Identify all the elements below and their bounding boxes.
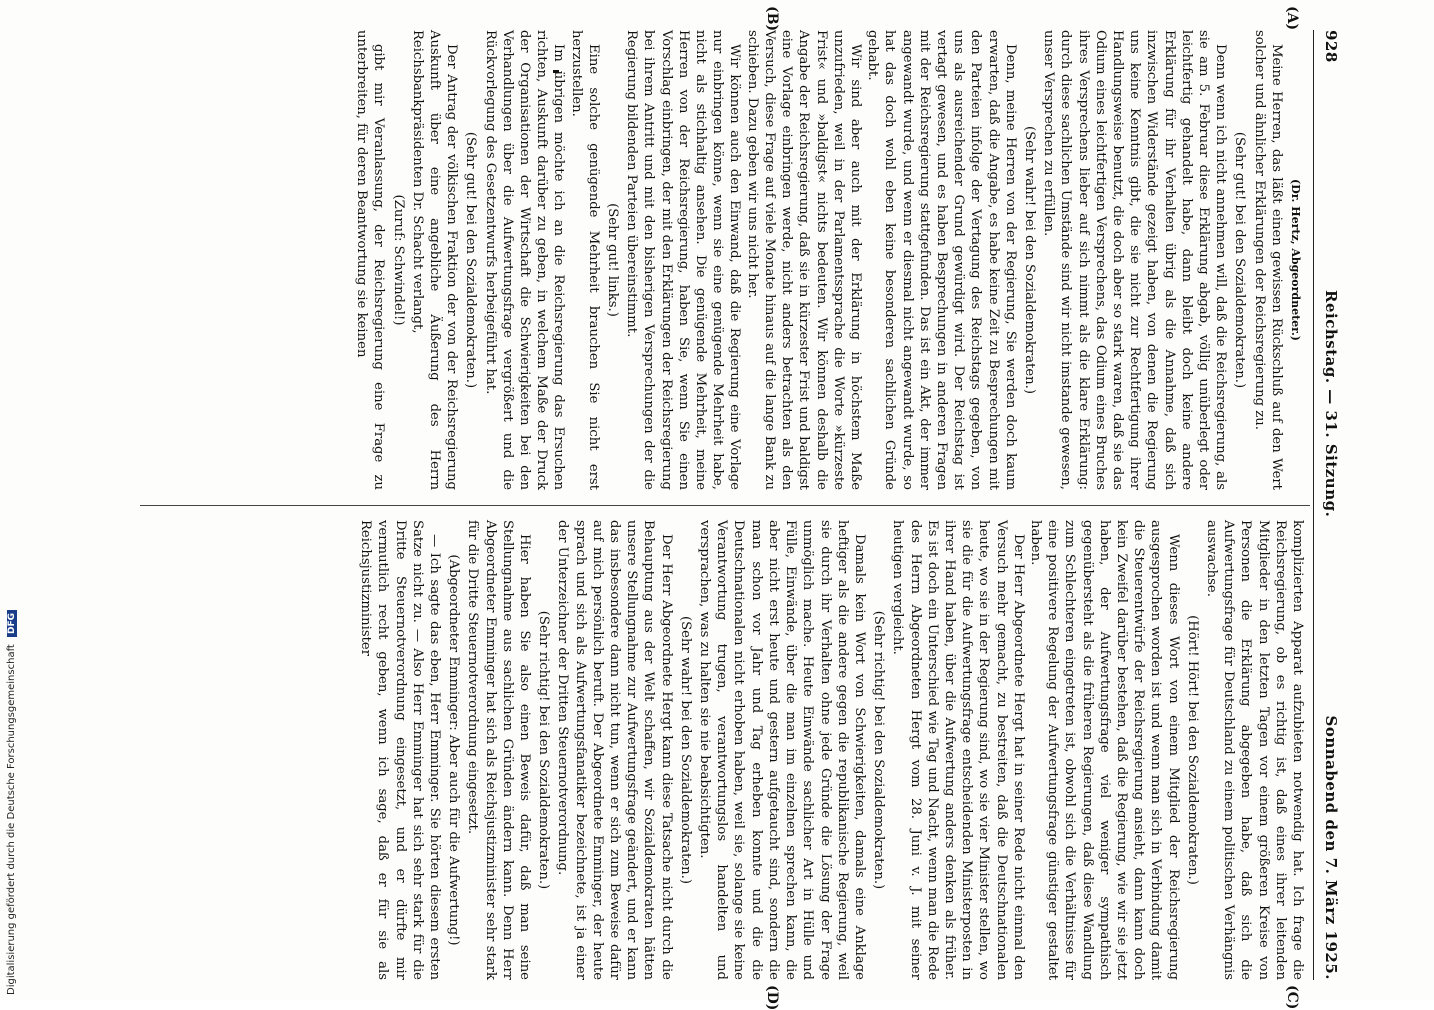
margin-marker-b: (B)	[764, 6, 780, 32]
paragraph: komplizierten Apparat aufzubieten notwendig hat. Ich frage die Reichsregierung, ob es richtig ist, daß eines ihrer leitenden Mitglieder in den letzten Tagen vor einem größeren Kreise von Personen die Erklärung abgegeben habe, daß sich die Aufwertungsfrage für Deutschland zu einem politischen Verhängnis auswachse.	[1203, 520, 1305, 980]
dfg-logo: DFG	[7, 610, 17, 637]
paragraph: Denn wenn ich nicht annehmen will, daß die Reichsregierung, als sie am 5. Februar diese Erklärung abgab, völlig unüberlegt oder leichtfertig gehandelt habe, dann bleibt doch keine andere Erklärung für ihr Verhalten übrig als die Annahme, daß sich inzwischen Widerstände gezeigt haben, von denen die Regierung uns keine Kenntnis gibt, die sie nicht zur Rechtfertigung ihrer Handlungsweise benutzt, die doch aber so stark waren, daß sie das Odium eines leichtfertigen Versprechens, das Odium eines Bruches ihres Versprechens lieber auf sich nimmt als die klare Erklärung: durch diese sachlichen Umstände sind wir nicht imstande gewesen, unser Versprechen zu erfüllen.	[1041, 30, 1229, 490]
interjection: (Sehr wahr! bei den Sozialdemokraten.)	[1021, 126, 1037, 394]
credit-text: Digitalisierung gefördert durch die Deutsche Forschungsgemeinschaft	[6, 644, 17, 995]
digitization-credit	[6, 610, 17, 995]
paragraph: gibt mir Veranlassung, der Reichsregierung eine Frage zu unterbreiten, für deren Beantwortung sie keinen	[354, 30, 387, 490]
paragraph: Der Antrag der völkischen Fraktion der von der Reichsregierung Auskunft über eine angebliche Äußerung des Herrn Reichsbankpräsidenten Dr. Schacht verlangt,	[409, 30, 460, 490]
interjection: (Abgeordneter Emminger: Aber auch für die Aufwertung!)	[446, 554, 462, 946]
paragraph: Damals kein Wort von Schwierigkeiten, damals eine Anklage heftiger als die andere gegen die republikanische Regierung, weil sie durch ihr Verhalten ohne jede Gründe die Lösung der Frage unmöglich mache. Heute Einwände sachlicher Art in Hülle und Fülle, Einwände, über die man im einzelnen sprechen kann, die aber nicht erst heute und gestern aufgetaucht sind, sondern die man schon vor Jahr und Tag erheben konnte und die die Deutschnationalen nicht erhoben haben, weil sie, solange sie keine Verantwortung trugen, verantwortungslos handelten und versprachen, was zu halten sie nie beabsichtigten.	[697, 520, 867, 980]
interjection: (Sehr gut! bei den Sozialdemokraten.)	[1232, 131, 1248, 389]
paragraph: Denn, meine Herren von der Regierung, Sie werden doch kaum erwarten, daß die Angabe, es habe keine Zeit zu Besprechungen mit den Parteien infolge der Vertagung des Reichstags gegeben, von uns als ausreichender Grund gewürdigt wird. Der Reichstag ist vertagt gewesen, und es haben Besprechungen in anderen Fragen mit der Reichsregierung stattgefunden. Das ist ein Akt, der immer angewandt wurde, und wenn er diesmal nicht angewandt wurde, so hat das doch wohl eben keine besonderen sachlichen Gründe gehabt.	[865, 30, 1018, 490]
page-number: 928	[1322, 30, 1340, 63]
header-rule	[1313, 30, 1314, 980]
paragraph: Wenn dieses Wort von einem Mitglied der Reichsregierung ausgesprochen worden ist und wenn man sich in Verbindung damit die Steuerentwürfe der Reichsregierung ansieht, dann kann doch kein Zweifel darüber bestehen, daß die Regierung, wie wir sie jetzt haben, der Aufwertungsfrage viel weniger sympathisch gegenübersteht als die früheren Regierungen, daß diese Wandlung zum Schlechteren eingetreten ist, obwohl sich die Verhältnisse für eine positivere Regelung der Aufwertungsfrage günstiger gestaltet haben.	[1027, 520, 1181, 980]
rotated-page	[110, 6, 1340, 1010]
interjection: (Sehr gut! links.)	[605, 203, 621, 317]
paragraph: — Ich sagte das eben, Herr Emminger. Sie hörten diesem ersten Satze nicht zu. — Also Herr Emminger hat sich sehr stark für die Dritte Steuernotverordnung eingesetzt, und er dürfte mir vermutlich recht geben, wenn ich sage, daß er für sie als Reichsjustizminister	[358, 520, 443, 980]
paragraph: Meine Herren, das läßt einen gewissen Rückschluß auf den Wert solcher und ähnlicher Erklärungen der Reichsregierung zu.	[1251, 30, 1284, 490]
interjection: (Hört! Hört! bei den Sozialdemokraten.)	[1184, 615, 1200, 885]
paragraph: Wir sind aber auch mit der Erklärung in höchstem Maße unzufrieden, weil in der Parlamentssprache die Worte »kürzeste Frist« und »baldigst« nichts bedeuten. Wir können deshalb die Angabe der Reichsregierung, daß sie in kürzester Frist und baldigst eine Vorlage einbringen werde, nicht anders betrachten als den Versuch, diese Frage auf viele Monate hinaus auf die lange Bank zu schieben. Dazu geben wir uns nicht her.	[744, 30, 863, 490]
paragraph: Im übrigen möchte ich an die Reichsregierung das Ersuchen richten, Auskunft darüber zu geben, in welchem Maße der Druck der Organisationen der Wirtschaft die Schwierigkeiten bei den Verhandlungen über die Aufwertungsfrage vergrößert und die Rückvorlegung des Gesetzentwurfs herbeigeführt hat.	[482, 30, 567, 490]
interjection: (Sehr richtig! bei den Sozialdemokraten.)	[871, 610, 887, 890]
interjection: (Sehr gut! bei den Sozialdemokraten.)	[463, 131, 479, 389]
running-header	[1314, 30, 1340, 980]
speaker-line: (Dr. Hertz, Abgeordneter.)	[1289, 179, 1302, 341]
interjection: (Zuruf: Schwindel!)	[390, 194, 406, 326]
interjection: (Sehr richtig! bei den Sozialdemokraten.)	[536, 610, 552, 890]
margin-marker-d: (D)	[764, 985, 780, 1010]
interjection: (Sehr wahr! bei den Sozialdemokraten.)	[677, 616, 693, 884]
paragraph: Eine solche genügende Mehrheit brauchen Sie nicht erst herzustellen.	[568, 30, 601, 490]
paragraph: Hier haben Sie also einen Beweis dafür, daß man seine Stellungnahme aus sachlichen Gründen ändern kann. Denn Herr Abgeordneter Emminger hat sich als Reichsjustizminister sehr stark für die Dritte Steuernotverordnung eingesetzt.	[465, 520, 533, 980]
column-divider	[140, 505, 1310, 506]
paragraph: Wir können auch den Einwand, daß die Regierung eine Vorlage nur einbringen könne, wenn sie eine genügende Mehrheit habe, nicht als stichhaltig ansehen. Die genügende Mehrheit, meine Herren von der Reichsregierung, haben Sie, wenn Sie einen Vorschlag einbringen, der mit den Erklärungen der Reichsregierung bei ihrem Antritt und mit den bisherigen Versprechungen der die Regierung bildenden Parteien übereinstimmt.	[624, 30, 743, 490]
right-column	[357, 520, 1306, 980]
left-column	[353, 30, 1306, 490]
header-date: Sonnabend den 7. März 1925.	[1322, 715, 1340, 980]
header-title: Reichstag. — 31. Sitzung.	[1322, 290, 1340, 518]
margin-marker-a: (A)	[1284, 6, 1300, 31]
margin-marker-c: (C)	[1284, 985, 1300, 1010]
paragraph: Der Herr Abgeordnete Hergt kann diese Tatsache nicht durch die Behauptung aus der Welt schaffen, wir Sozialdemokraten hätten unsere Stellungnahme zur Aufwertungsfrage geändert, und er kann das insbesondere dann nicht tun, wenn er sich zum Beweise dafür auf mich persönlich beruft. Der Abgeordnete Emminger, der heute sprach und sich als Aufwertungsfanatiker bezeichnete, ist ja einer der Unterzeichner der Dritten Steuernotverordnung.	[555, 520, 674, 980]
paragraph: Der Herr Abgeordnete Hergt hat in seiner Rede nicht einmal den Versuch mehr gemacht, zu bestreiten, daß die Deutschnationalen heute, wo sie in der Regierung sind, wo sie vier Minister stellen, wo sie die für die Aufwertungsfrage entscheidenden Ministerposten in ihrer Hand haben, über die Aufwertung anders denken als früher. Es ist doch ein Unterschied wie Tag und Nacht, wenn man die Rede des Herrn Abgeordneten Hergt vom 28. Juni v. J. mit seiner heutigen vergleicht.	[890, 520, 1026, 980]
